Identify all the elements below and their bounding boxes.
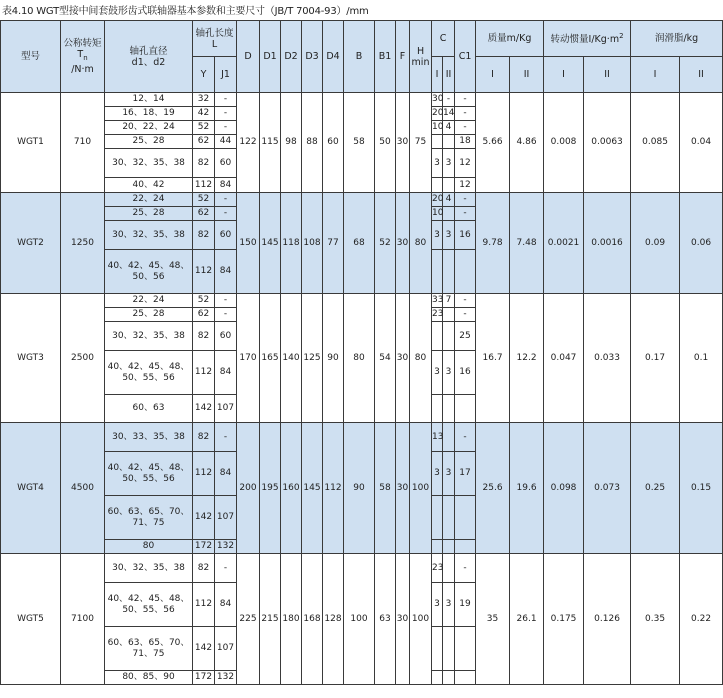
length-y-cell: 142 (193, 627, 215, 671)
dim-d-cell: 170 (237, 294, 260, 423)
bore-diameter-cell: 25、28 (105, 308, 193, 322)
length-y-cell: 172 (193, 540, 215, 554)
header-D2: D2 (281, 21, 302, 93)
header-J1: J1 (215, 57, 237, 93)
dim-f-cell: 30 (396, 554, 410, 685)
bore-diameter-cell: 30、33、35、38 (105, 423, 193, 452)
c-ii-cell (443, 540, 455, 554)
dim-d-cell: 150 (237, 193, 260, 294)
grease-i-cell: 0.09 (631, 193, 680, 294)
bore-diameter-cell: 22、24 (105, 193, 193, 207)
length-j1-cell: - (215, 294, 237, 308)
header-D: D (237, 21, 260, 93)
dim-b1-cell: 50 (375, 93, 396, 193)
header-C: C (432, 21, 455, 57)
bore-diameter-cell: 60、63 (105, 395, 193, 423)
length-y-cell: 82 (193, 322, 215, 351)
c1-cell: - (455, 93, 476, 107)
c-i-cell (432, 250, 443, 294)
c-i-cell (432, 178, 443, 193)
c1-cell: - (455, 423, 476, 452)
dim-d1-cell: 165 (260, 294, 281, 423)
c1-cell: 18 (455, 135, 476, 149)
c-ii-cell: 7 (443, 294, 455, 308)
header-B1: B1 (375, 21, 396, 93)
bore-diameter-cell: 60、63、65、70、71、75 (105, 627, 193, 671)
mass-i-cell: 25.6 (476, 423, 510, 554)
c-ii-cell: 3 (443, 583, 455, 627)
dim-d2-cell: 180 (281, 554, 302, 685)
c-i-cell: 3 (432, 149, 443, 178)
dim-b-cell: 68 (344, 193, 375, 294)
length-y-cell: 112 (193, 583, 215, 627)
c-i-cell (432, 496, 443, 540)
length-j1-cell: 44 (215, 135, 237, 149)
length-y-cell: 62 (193, 135, 215, 149)
header-C-I: I (432, 57, 443, 93)
bore-diameter-cell: 40、42、45、48、50、56 (105, 250, 193, 294)
c-i-cell: 3 (432, 452, 443, 496)
dim-d3-cell: 108 (302, 193, 323, 294)
dim-b-cell: 58 (344, 93, 375, 193)
dim-d-cell: 122 (237, 93, 260, 193)
dim-h-cell: 80 (410, 294, 432, 423)
header-torque: 公称转矩$T_n$ /N·m (61, 21, 105, 93)
grease-ii-cell: 0.15 (680, 423, 723, 554)
inertia-i-cell: 0.047 (544, 294, 584, 423)
c1-cell: - (455, 207, 476, 221)
c1-cell: - (455, 308, 476, 322)
torque-cell: 710 (61, 93, 105, 193)
length-y-cell: 82 (193, 423, 215, 452)
c-ii-cell: 4 (443, 193, 455, 207)
dim-d1-cell: 115 (260, 93, 281, 193)
grease-ii-cell: 0.04 (680, 93, 723, 193)
mass-i-cell: 35 (476, 554, 510, 685)
length-y-cell: 62 (193, 308, 215, 322)
length-y-cell: 112 (193, 250, 215, 294)
model-cell: WGT5 (1, 554, 61, 685)
mass-ii-cell: 19.6 (510, 423, 544, 554)
inertia-i-cell: 0.0021 (544, 193, 584, 294)
c-ii-cell (443, 395, 455, 423)
length-j1-cell: 84 (215, 452, 237, 496)
dim-d1-cell: 195 (260, 423, 281, 554)
header-grease-II: II (680, 57, 723, 93)
length-j1-cell: - (215, 554, 237, 583)
mass-i-cell: 9.78 (476, 193, 510, 294)
inertia-ii-cell: 0.126 (584, 554, 631, 685)
dim-f-cell: 30 (396, 193, 410, 294)
header-length: 轴孔长度L (193, 21, 237, 57)
dim-d4-cell: 112 (323, 423, 344, 554)
header-D3: D3 (302, 21, 323, 93)
dim-d4-cell: 128 (323, 554, 344, 685)
model-cell: WGT3 (1, 294, 61, 423)
header-grease: 润滑脂/kg (631, 21, 723, 57)
torque-cell: 2500 (61, 294, 105, 423)
c-ii-cell (443, 322, 455, 351)
c-i-cell (432, 322, 443, 351)
inertia-ii-cell: 0.0063 (584, 93, 631, 193)
length-y-cell: 52 (193, 294, 215, 308)
grease-i-cell: 0.35 (631, 554, 680, 685)
bore-diameter-cell: 40、42、45、48、50、55、56 (105, 452, 193, 496)
dim-b1-cell: 54 (375, 294, 396, 423)
dim-d2-cell: 160 (281, 423, 302, 554)
length-j1-cell: 84 (215, 351, 237, 395)
c-i-cell: 3 (432, 351, 443, 395)
length-y-cell: 52 (193, 121, 215, 135)
length-j1-cell: 60 (215, 149, 237, 178)
header-grease-I: I (631, 57, 680, 93)
bore-diameter-cell: 80 (105, 540, 193, 554)
header-mass: 质量m/Kg (476, 21, 544, 57)
c-i-cell: 23 (432, 308, 443, 322)
torque-cell: 4500 (61, 423, 105, 554)
c1-cell: - (455, 121, 476, 135)
bore-diameter-cell: 16、18、19 (105, 107, 193, 121)
c-i-cell: 20 (432, 107, 443, 121)
c1-cell: - (455, 107, 476, 121)
length-j1-cell: - (215, 193, 237, 207)
c1-cell: - (455, 193, 476, 207)
length-j1-cell: - (215, 121, 237, 135)
c1-cell (455, 671, 476, 685)
header-model: 型号 (1, 21, 61, 93)
c-i-cell: 10 (432, 121, 443, 135)
dim-d2-cell: 140 (281, 294, 302, 423)
c1-cell: 12 (455, 178, 476, 193)
length-y-cell: 42 (193, 107, 215, 121)
length-y-cell: 142 (193, 496, 215, 540)
mass-ii-cell: 12.2 (510, 294, 544, 423)
length-j1-cell: - (215, 107, 237, 121)
header-D1: D1 (260, 21, 281, 93)
length-y-cell: 172 (193, 671, 215, 685)
length-j1-cell: 132 (215, 671, 237, 685)
dim-b1-cell: 63 (375, 554, 396, 685)
header-inertia-I: I (544, 57, 584, 93)
c1-cell: - (455, 554, 476, 583)
table-row (1, 294, 723, 308)
c-ii-cell: 14 (443, 107, 455, 121)
c-ii-cell: 4 (443, 121, 455, 135)
length-y-cell: 82 (193, 554, 215, 583)
c-ii-cell: 3 (443, 351, 455, 395)
dim-f-cell: 30 (396, 423, 410, 554)
c1-cell: 16 (455, 221, 476, 250)
bore-diameter-cell: 25、28 (105, 135, 193, 149)
c1-cell: 16 (455, 351, 476, 395)
header-mass-II: II (510, 57, 544, 93)
length-j1-cell: - (215, 308, 237, 322)
inertia-i-cell: 0.175 (544, 554, 584, 685)
header-bore: 轴孔直径 d1、d2 (105, 21, 193, 93)
bore-diameter-cell: 25、28 (105, 207, 193, 221)
mass-ii-cell: 26.1 (510, 554, 544, 685)
dim-d4-cell: 60 (323, 93, 344, 193)
inertia-ii-cell: 0.073 (584, 423, 631, 554)
c1-cell: - (455, 294, 476, 308)
header-C-II: II (443, 57, 455, 93)
bore-diameter-cell: 20、22、24 (105, 121, 193, 135)
dim-d4-cell: 90 (323, 294, 344, 423)
dim-d1-cell: 215 (260, 554, 281, 685)
c-ii-cell (443, 178, 455, 193)
torque-cell: 1250 (61, 193, 105, 294)
dim-b1-cell: 52 (375, 193, 396, 294)
c1-cell: 19 (455, 583, 476, 627)
c-i-cell (432, 395, 443, 423)
c1-cell: 17 (455, 452, 476, 496)
dim-b-cell: 90 (344, 423, 375, 554)
grease-ii-cell: 0.22 (680, 554, 723, 685)
length-j1-cell: 107 (215, 395, 237, 423)
length-j1-cell: 132 (215, 540, 237, 554)
header-mass-I: I (476, 57, 510, 93)
torque-cell: 7100 (61, 554, 105, 685)
bore-diameter-cell: 40、42、45、48、50、55、56 (105, 351, 193, 395)
dim-h-cell: 100 (410, 423, 432, 554)
length-y-cell: 112 (193, 351, 215, 395)
bore-diameter-cell: 30、32、35、38 (105, 322, 193, 351)
c-i-cell (432, 627, 443, 671)
c-ii-cell (443, 554, 455, 583)
c-i-cell: 23 (432, 554, 443, 583)
mass-i-cell: 16.7 (476, 294, 510, 423)
c-i-cell: 30 (432, 93, 443, 107)
header-C1: C1 (455, 21, 476, 93)
bore-diameter-cell: 60、63、65、70、71、75 (105, 496, 193, 540)
c-ii-cell (443, 671, 455, 685)
dim-d4-cell: 77 (323, 193, 344, 294)
length-j1-cell: 84 (215, 583, 237, 627)
grease-i-cell: 0.085 (631, 93, 680, 193)
bore-diameter-cell: 40、42、45、48、50、55、56 (105, 583, 193, 627)
dim-f-cell: 30 (396, 93, 410, 193)
dim-h-cell: 75 (410, 93, 432, 193)
inertia-ii-cell: 0.033 (584, 294, 631, 423)
dim-d2-cell: 98 (281, 93, 302, 193)
grease-ii-cell: 0.06 (680, 193, 723, 294)
mass-i-cell: 5.66 (476, 93, 510, 193)
model-cell: WGT2 (1, 193, 61, 294)
c-i-cell (432, 135, 443, 149)
dim-b-cell: 100 (344, 554, 375, 685)
model-cell: WGT1 (1, 93, 61, 193)
c-ii-cell (443, 135, 455, 149)
c-ii-cell (443, 250, 455, 294)
c-i-cell: 10 (432, 207, 443, 221)
coupling-parameters-table (0, 20, 723, 685)
dim-f-cell: 30 (396, 294, 410, 423)
c-i-cell: 13 (432, 423, 443, 452)
bore-diameter-cell: 22、24 (105, 294, 193, 308)
header-F: F (396, 21, 410, 93)
length-j1-cell: 107 (215, 627, 237, 671)
header-D4: D4 (323, 21, 344, 93)
dim-d3-cell: 145 (302, 423, 323, 554)
header-inertia-II: II (584, 57, 631, 93)
mass-ii-cell: 7.48 (510, 193, 544, 294)
length-y-cell: 32 (193, 93, 215, 107)
dim-b-cell: 80 (344, 294, 375, 423)
c-ii-cell (443, 308, 455, 322)
dim-d3-cell: 168 (302, 554, 323, 685)
c-ii-cell: 3 (443, 221, 455, 250)
bore-diameter-cell: 30、32、35、38 (105, 221, 193, 250)
length-y-cell: 82 (193, 221, 215, 250)
c1-cell (455, 627, 476, 671)
header-B: B (344, 21, 375, 93)
c-ii-cell (443, 496, 455, 540)
length-j1-cell: 84 (215, 178, 237, 193)
c-ii-cell: 3 (443, 452, 455, 496)
bore-diameter-cell: 40、42 (105, 178, 193, 193)
model-cell: WGT4 (1, 423, 61, 554)
dim-b1-cell: 58 (375, 423, 396, 554)
length-y-cell: 112 (193, 178, 215, 193)
length-j1-cell: - (215, 93, 237, 107)
dim-d-cell: 200 (237, 423, 260, 554)
bore-diameter-cell: 30、32、35、38 (105, 554, 193, 583)
table-row (1, 554, 723, 583)
length-y-cell: 112 (193, 452, 215, 496)
c1-cell (455, 250, 476, 294)
bore-diameter-cell: 12、14 (105, 93, 193, 107)
grease-i-cell: 0.25 (631, 423, 680, 554)
length-j1-cell: 60 (215, 322, 237, 351)
header-H: H min (410, 21, 432, 93)
c-i-cell: 20 (432, 193, 443, 207)
c-ii-cell (443, 423, 455, 452)
table-title: 表4.10 WGT型接中间套鼓形齿式联轴器基本参数和主要尺寸（JB/T 7004-93）/mm (2, 6, 369, 17)
c-i-cell: 33 (432, 294, 443, 308)
c1-cell: 12 (455, 149, 476, 178)
length-y-cell: 82 (193, 149, 215, 178)
dim-d1-cell: 145 (260, 193, 281, 294)
length-j1-cell: 107 (215, 496, 237, 540)
grease-ii-cell: 0.1 (680, 294, 723, 423)
length-y-cell: 142 (193, 395, 215, 423)
length-j1-cell: - (215, 207, 237, 221)
dim-d3-cell: 88 (302, 93, 323, 193)
length-j1-cell: 84 (215, 250, 237, 294)
c-i-cell: 3 (432, 583, 443, 627)
c-i-cell (432, 540, 443, 554)
inertia-i-cell: 0.098 (544, 423, 584, 554)
c1-cell (455, 395, 476, 423)
header-Y: Y (193, 57, 215, 93)
c-ii-cell: - (443, 93, 455, 107)
table-row (1, 423, 723, 452)
length-j1-cell: - (215, 423, 237, 452)
c-i-cell (432, 671, 443, 685)
c1-cell (455, 540, 476, 554)
bore-diameter-cell: 80、85、90 (105, 671, 193, 685)
c1-cell: 25 (455, 322, 476, 351)
length-y-cell: 62 (193, 207, 215, 221)
c-ii-cell (443, 627, 455, 671)
table-row (1, 193, 723, 207)
dim-d2-cell: 118 (281, 193, 302, 294)
dim-h-cell: 80 (410, 193, 432, 294)
length-y-cell: 52 (193, 193, 215, 207)
c-ii-cell (443, 207, 455, 221)
inertia-i-cell: 0.008 (544, 93, 584, 193)
c-i-cell: 3 (432, 221, 443, 250)
dim-h-cell: 100 (410, 554, 432, 685)
dim-d3-cell: 125 (302, 294, 323, 423)
c1-cell (455, 496, 476, 540)
inertia-ii-cell: 0.0016 (584, 193, 631, 294)
c-ii-cell: 3 (443, 149, 455, 178)
dim-d-cell: 225 (237, 554, 260, 685)
grease-i-cell: 0.17 (631, 294, 680, 423)
header-inertia: 转动惯量$I/Kg\cdot m^2$ (544, 21, 631, 57)
length-j1-cell: 60 (215, 221, 237, 250)
mass-ii-cell: 4.86 (510, 93, 544, 193)
table-row (1, 93, 723, 107)
bore-diameter-cell: 30、32、35、38 (105, 149, 193, 178)
